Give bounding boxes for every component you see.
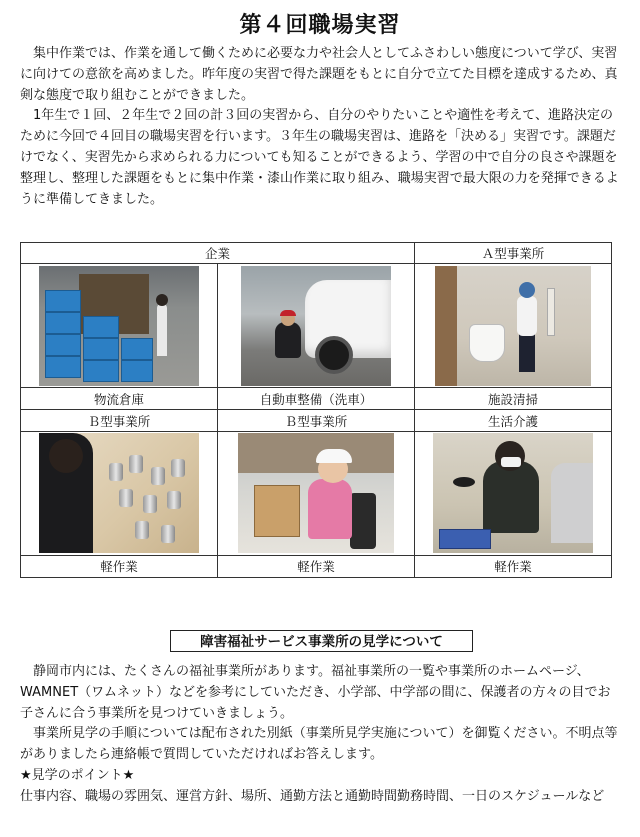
caption-light-work-1: 軽作業	[21, 555, 218, 577]
facility-cleaning-photo	[435, 266, 591, 386]
visit-paragraph-2: 事業所見学の手順については配布された別紙（事業所見学実施について）を御覧ください。不明点等がありましたら連絡帳で質問していただければお答えします。	[20, 726, 618, 763]
visit-section-heading: 障害福祉サービス事業所の見学について	[170, 630, 473, 652]
photo-cell	[218, 264, 415, 388]
caption-logistics: 物流倉庫	[21, 388, 218, 410]
caption-light-work-2: 軽作業	[218, 555, 415, 577]
header-type-b-1: Ｂ型事業所	[21, 410, 218, 431]
photo-cell	[21, 431, 218, 555]
photo-table	[20, 242, 612, 578]
intro-section	[20, 44, 620, 210]
intro-paragraph-1: 集中作業では、作業を通して働くために必要な力や社会人としてふさわしい態度について学び、実習に向けての意欲を高めました。昨年度の実習で得た課題をもとに自分で立てた目標を達成するため、真剣な態度で取り組むことができました。	[20, 46, 618, 103]
intro-paragraph-2: 1年生で１回、２年生で２回の計３回の実習から、自分のやりたいことや適性を考えて、進路決定のために今回で４回目の職場実習を行います。３年生の職場実習は、進路を「決める」実習です。課題だけでなく、実習先から求められる力についても知ることができるよう、学習の中で自分の良さや課題を整理し、整理した課題をもとに集中作業・漆山作業に取り組み、職場実習で最大限の力を発揮できるように準備してきました。	[20, 108, 619, 207]
photo-cell	[415, 431, 612, 555]
page-title: 第４回職場実習	[239, 13, 401, 38]
header-type-a: Ａ型事業所	[415, 243, 612, 264]
photo-row	[21, 431, 612, 555]
light-work-photo	[433, 433, 593, 553]
visit-paragraph-1: 静岡市内には、たくさんの福祉事業所があります。福祉事業所の一覧や事業所のホームページ、WAMNET（ワムネット）などを参考にしていただき、小学部、中学部の間に、保護者の方々の目でお子さんに合う事業所を見つけていきましょう。	[20, 664, 611, 721]
header-type-b-2: Ｂ型事業所	[218, 410, 415, 431]
photo-cell	[415, 264, 612, 388]
caption-car-service: 自動車整備（洗車）	[218, 388, 415, 410]
photo-cell	[21, 264, 218, 388]
caption-light-work-3: 軽作業	[415, 555, 612, 577]
visit-points-title: ★見学のポイント★	[20, 767, 135, 783]
car-washing-photo	[241, 266, 391, 386]
light-work-photo	[238, 433, 394, 553]
visit-points-text: 仕事内容、職場の雰囲気、運営方針、場所、通勤方法と通勤時間勤務時間、一日のスケジュールなど	[20, 788, 605, 804]
caption-row	[21, 388, 612, 410]
photo-cell	[218, 431, 415, 555]
light-work-photo	[39, 433, 199, 553]
header-company: 企業	[21, 243, 415, 264]
photo-row	[21, 264, 612, 388]
table-header-row	[21, 243, 612, 264]
visit-section-body	[20, 662, 620, 808]
table-header-row	[21, 410, 612, 431]
caption-cleaning: 施設清掃	[415, 388, 612, 410]
caption-row	[21, 555, 612, 577]
header-life-care: 生活介護	[415, 410, 612, 431]
warehouse-photo	[39, 266, 199, 386]
